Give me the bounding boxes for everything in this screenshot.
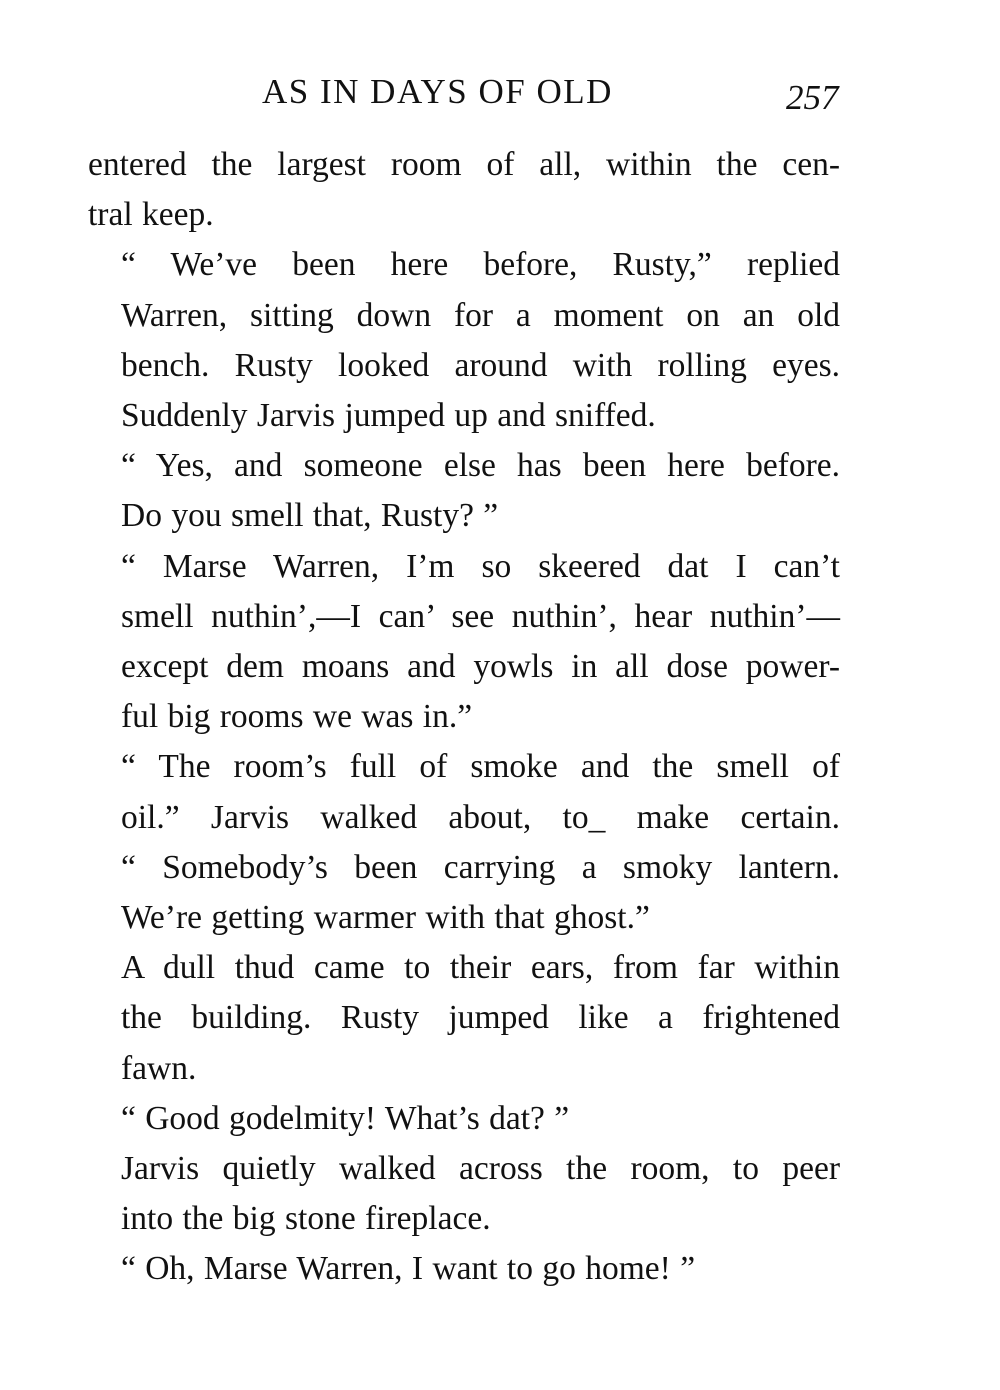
text-line: Do you smell that, Rusty? ” bbox=[121, 497, 499, 535]
text-line: “ Good godelmity! What’s dat? ” bbox=[121, 1099, 570, 1137]
chapter-title: AS IN DAYS OF OLD bbox=[262, 72, 613, 111]
paragraph bbox=[88, 140, 840, 240]
paragraph bbox=[88, 1244, 840, 1294]
text-line: “ We’ve been here before, Rusty,” replied bbox=[121, 246, 840, 284]
paragraph bbox=[88, 441, 840, 541]
paragraph bbox=[88, 742, 840, 943]
text-line: the building. Rusty jumped like a frightened bbox=[121, 999, 840, 1037]
text-line: bench. Rusty looked around with rolling eyes. bbox=[121, 346, 840, 384]
text-line: into the big stone fireplace. bbox=[121, 1200, 491, 1238]
paragraph bbox=[88, 1144, 840, 1244]
paragraph bbox=[88, 240, 840, 391]
page-number: 257 bbox=[786, 78, 839, 117]
paragraph bbox=[88, 943, 840, 1094]
paragraph bbox=[88, 1094, 840, 1144]
text-line: fawn. bbox=[121, 1049, 197, 1087]
paragraph bbox=[88, 542, 840, 743]
text-line: Jarvis quietly walked across the room, to peer bbox=[121, 1150, 840, 1188]
text-line: smell nuthin’,—I can’ see nuthin’, hear nuthin’— bbox=[121, 597, 840, 635]
text-line: except dem moans and yowls in all dose power- bbox=[121, 648, 840, 686]
text-line: Warren, sitting down for a moment on an old bbox=[121, 296, 840, 334]
text-line: We’re getting warmer with that ghost.” bbox=[121, 899, 650, 937]
text-line: Suddenly Jarvis jumped up and sniffed. bbox=[121, 397, 656, 435]
paragraph bbox=[88, 391, 840, 441]
text-line: entered the largest room of all, within the cen- bbox=[88, 146, 840, 183]
text-line: A dull thud came to their ears, from far within bbox=[121, 949, 840, 987]
text-line: “ The room’s full of smoke and the smell of bbox=[121, 748, 840, 786]
text-line: “ Somebody’s been carrying a smoky lantern. bbox=[121, 848, 840, 886]
text-line: tral keep. bbox=[88, 196, 214, 234]
text-line: “ Oh, Marse Warren, I want to go home! ” bbox=[121, 1250, 696, 1288]
body-text bbox=[88, 140, 840, 1295]
running-head bbox=[0, 72, 1000, 122]
text-line: ful big rooms we was in.” bbox=[121, 698, 473, 736]
text-line: oil.” Jarvis walked about, to_ make certain. bbox=[121, 798, 840, 836]
text-line: “ Yes, and someone else has been here before. bbox=[121, 447, 840, 485]
text-line: “ Marse Warren, I’m so skeered dat I can’t bbox=[121, 547, 840, 585]
